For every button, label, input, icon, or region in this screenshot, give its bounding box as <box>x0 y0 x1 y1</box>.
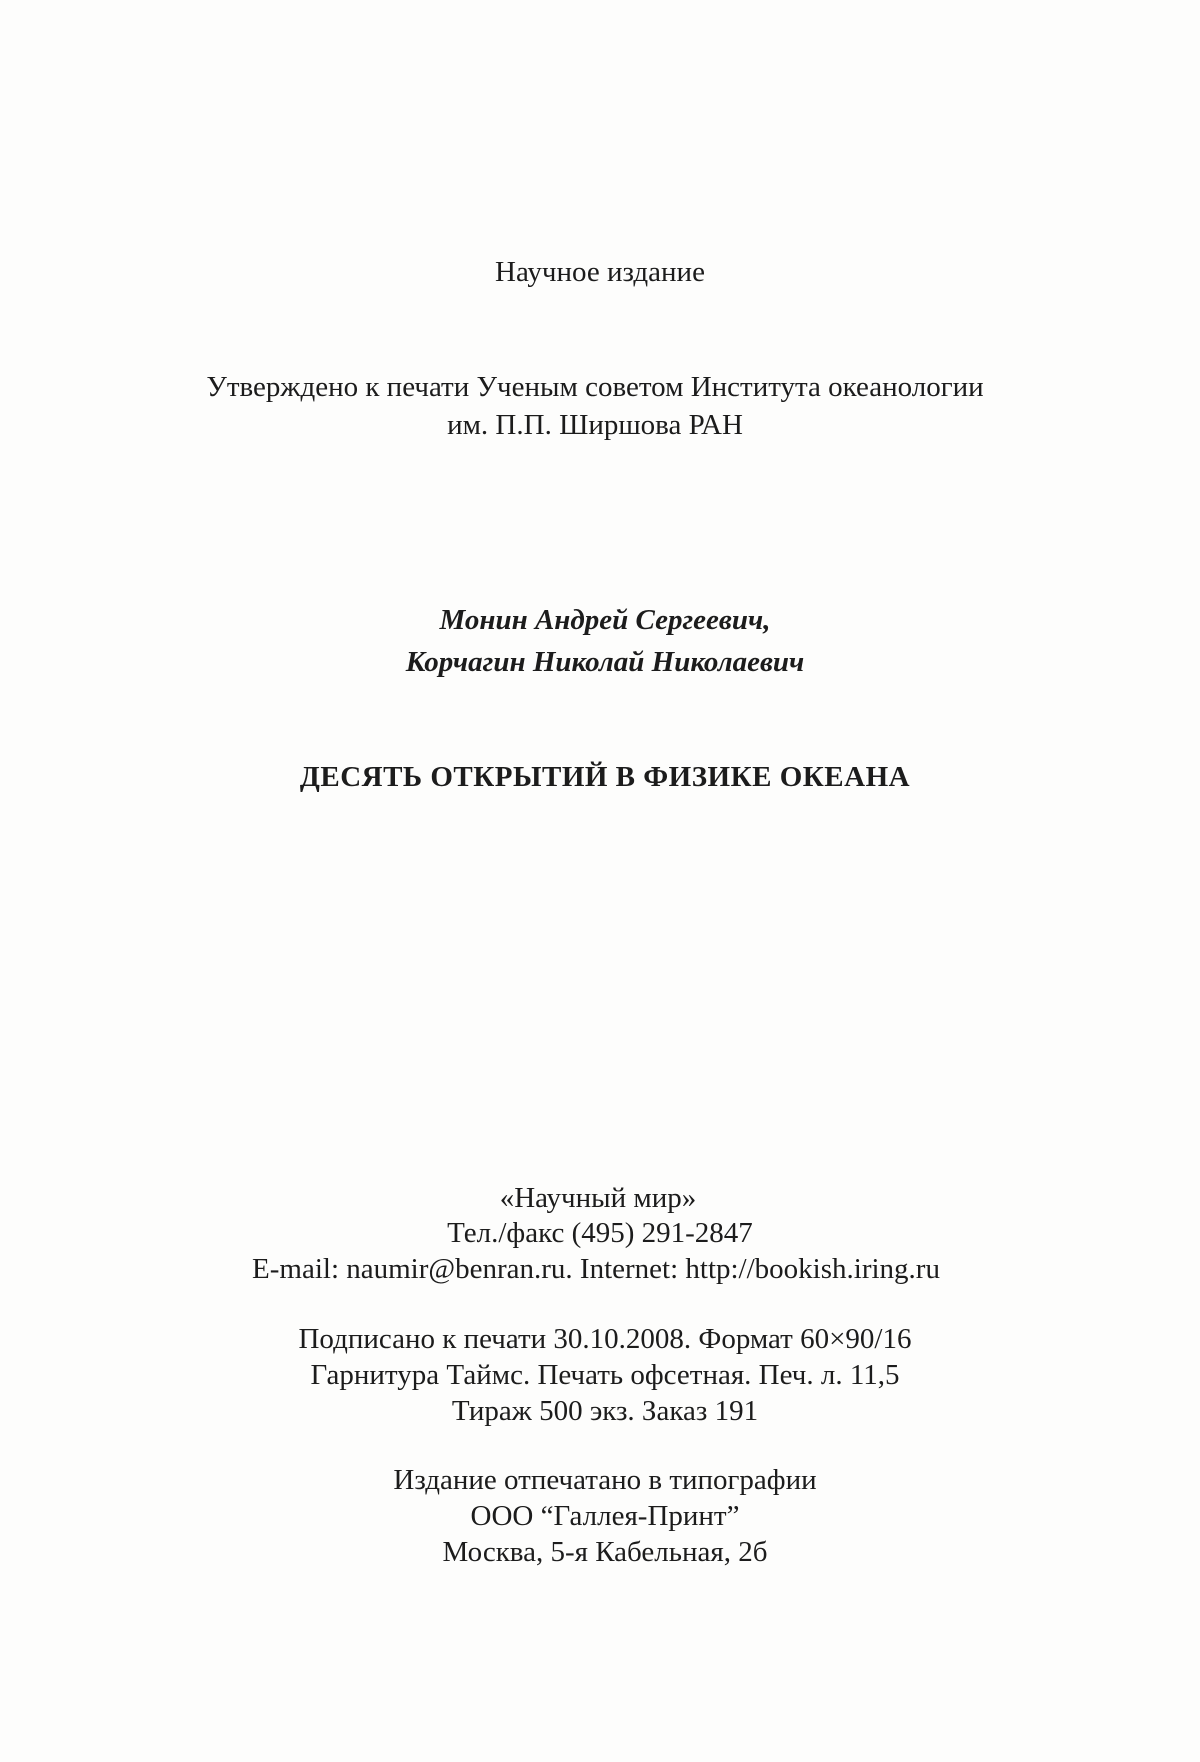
book-title: ДЕСЯТЬ ОТКРЫТИЙ В ФИЗИКЕ ОКЕАНА <box>299 761 911 793</box>
approval-line-2: им. П.П. Ширшова РАН <box>447 409 743 441</box>
printing-house-line-3: Москва, 5-я Кабельная, 2б <box>442 1536 768 1568</box>
author-2: Корчагин Николай Николаевич <box>405 646 805 678</box>
print-info-line-1: Подписано к печати 30.10.2008. Формат 60×90/16 <box>298 1323 912 1355</box>
printing-house-line-1: Издание отпечатано в типографии <box>393 1464 817 1496</box>
approval-line-1: Утверждено к печати Ученым советом Института океанологии <box>206 371 984 403</box>
publisher-phone: Тел./факс (495) 291-2847 <box>447 1217 753 1249</box>
print-info-line-2: Гарнитура Таймс. Печать офсетная. Печ. л. 11,5 <box>310 1359 900 1391</box>
publisher-name: «Научный мир» <box>499 1182 697 1214</box>
series-label: Научное издание <box>495 256 705 288</box>
printing-house-line-2: ООО “Галлея-Принт” <box>470 1500 740 1532</box>
publisher-contacts: E-mail: naumir@benran.ru. Internet: http://bookish.iring.ru <box>252 1253 940 1285</box>
author-1: Монин Андрей Сергеевич, <box>439 604 771 636</box>
print-info-line-3: Тираж 500 экз. Заказ 191 <box>451 1395 759 1427</box>
